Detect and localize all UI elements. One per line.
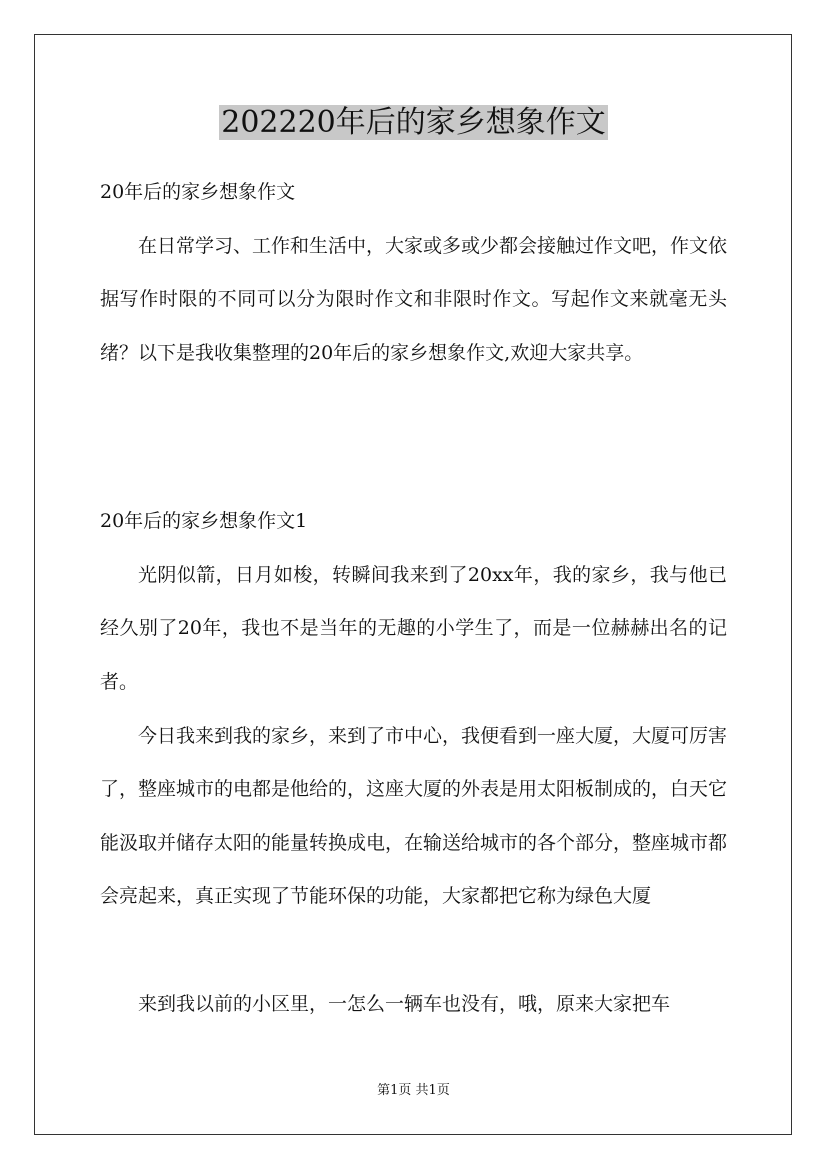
body-paragraph-2: 今日我来到我的家乡，来到了市中心，我便看到一座大厦，大厦可厉害了，整座城市的电都是他给的，这座大厦的外表是用太阳板制成的，白天它能汲取并储存太阳的能量转换成电，在输送给城市的各个部分，整座城市都会亮起来，真正实现了节能环保的功能，大家都把它称为绿色大厦 [100, 725, 728, 907]
document-title-text: 202220年后的家乡想象作文 [221, 105, 606, 140]
document-title [0, 102, 827, 144]
intro-paragraph: 在日常学习、工作和生活中，大家或多或少都会接触过作文吧，作文依据写作时限的不同可以分为限时作文和非限时作文。写起作文来就毫无头绪？以下是我收集整理的20年后的家乡想象作文,欢迎大家共享。 [100, 235, 728, 364]
body-paragraph-1: 光阴似箭，日月如梭，转瞬间我来到了20xx年，我的家乡，我与他已经久别了20年，我也不是当年的无趣的小学生了，而是一位赫赫出名的记者。 [100, 564, 727, 693]
section-heading: 20年后的家乡想象作文1 [100, 510, 308, 532]
body-paragraph-3: 来到我以前的小区里，一怎么一辆车也没有，哦，原来大家把车 [138, 993, 671, 1015]
document-subtitle: 20年后的家乡想象作文 [100, 181, 296, 203]
page-footer: 第1页 共1页 [377, 1083, 450, 1098]
